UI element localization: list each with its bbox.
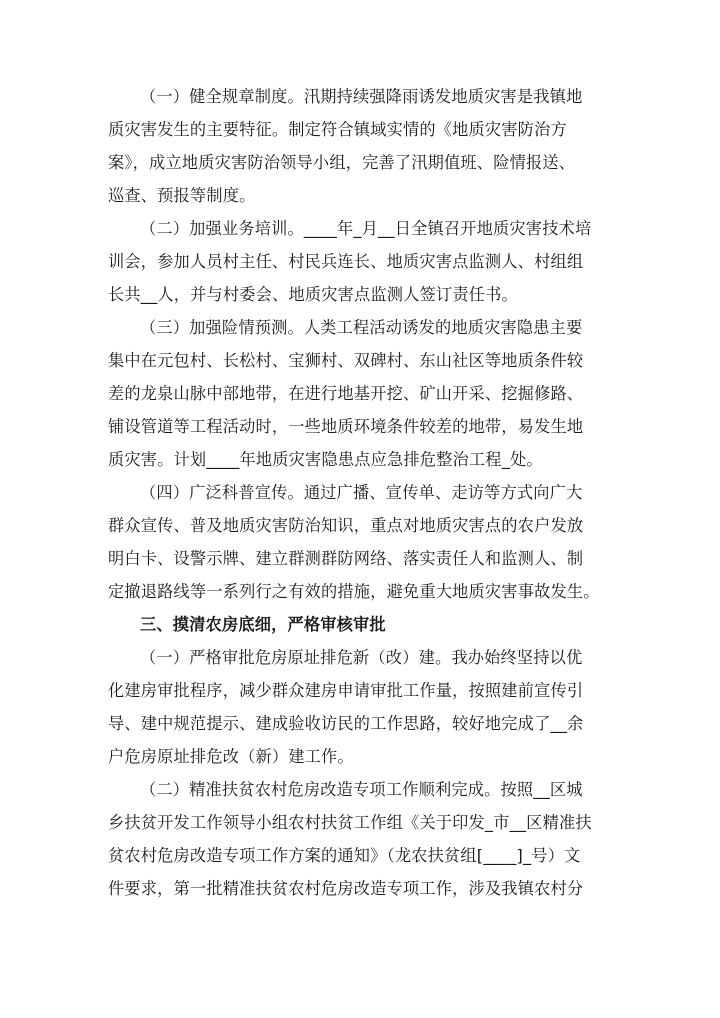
paragraph-line: （三）加强险情预测。人类工程活动诱发的地质灾害隐患主要 [140, 318, 583, 337]
paragraph-line: 定撤退路线等一系列行之有效的措施，避免重大地质灾害事故发生。 [108, 582, 600, 601]
paragraph-line: 户危房原址排危改（新）建工作。 [108, 747, 354, 766]
paragraph-line: 集中在元包村、长松村、宝狮村、双碑村、东山社区等地质条件较 [108, 351, 584, 370]
paragraph-line: 明白卡、设警示牌、建立群测群防网络、落实责任人和监测人、制 [108, 549, 584, 568]
paragraph-line: 导、建中规范提示、建成验收访民的工作思路，较好地完成了__余 [108, 714, 584, 733]
paragraph-line: （一）健全规章制度。汛期持续强降雨诱发地质灾害是我镇地 [140, 87, 583, 106]
paragraph-line: 化建房审批程序，减少群众建房申请审批工作量，按照建前宣传引 [108, 681, 584, 700]
paragraph-line: 质灾害发生的主要特征。制定符合镇域实情的《地质灾害防治方 [108, 120, 567, 139]
paragraph-line: （一）严格审批危房原址排危新（改）建。我办始终坚持以优 [140, 648, 583, 667]
paragraph-line: 件要求，第一批精准扶贫农村危房改造专项工作，涉及我镇农村分 [108, 879, 584, 898]
paragraph-line: 巡查、预报等制度。 [108, 186, 256, 205]
paragraph-line: （二）加强业务培训。____年_月__日全镇召开地质灾害技术培 [140, 219, 592, 238]
paragraph-line: 铺设管道等工程活动时，一些地质环境条件较差的地带，易发生地 [108, 417, 584, 436]
paragraph-line: 差的龙泉山脉中部地带，在进行地基开挖、矿山开采、挖掘修路、 [108, 384, 584, 403]
paragraph-line: （四）广泛科普宣传。通过广播、宣传单、走访等方式向广大 [140, 483, 583, 502]
paragraph-line: 乡扶贫开发工作领导小组农村扶贫工作组《关于印发_市__区精准扶 [108, 813, 592, 832]
section-heading: 三、摸清农房底细，严格审核审批 [140, 615, 386, 634]
paragraph-line: 群众宣传、普及地质灾害防治知识，重点对地质灾害点的农户发放 [108, 516, 584, 535]
paragraph-line: 长共__人，并与村委会、地质灾害点监测人签订责任书。 [108, 285, 518, 304]
paragraph-line: 质灾害。计划____年地质灾害隐患点应急排危整治工程_处。 [108, 450, 543, 469]
paragraph-line: 训会，参加人员村主任、村民兵连长、地质灾害点监测人、村组组 [108, 252, 584, 271]
paragraph-line: 贫农村危房改造专项工作方案的通知》（龙农扶贫组[____]_号）文 [108, 846, 581, 865]
paragraph-line: 案》，成立地质灾害防治领导小组，完善了汛期值班、险情报送、 [108, 153, 576, 172]
paragraph-line: （二）精准扶贫农村危房改造专项工作顺利完成。按照__区城 [140, 780, 583, 799]
